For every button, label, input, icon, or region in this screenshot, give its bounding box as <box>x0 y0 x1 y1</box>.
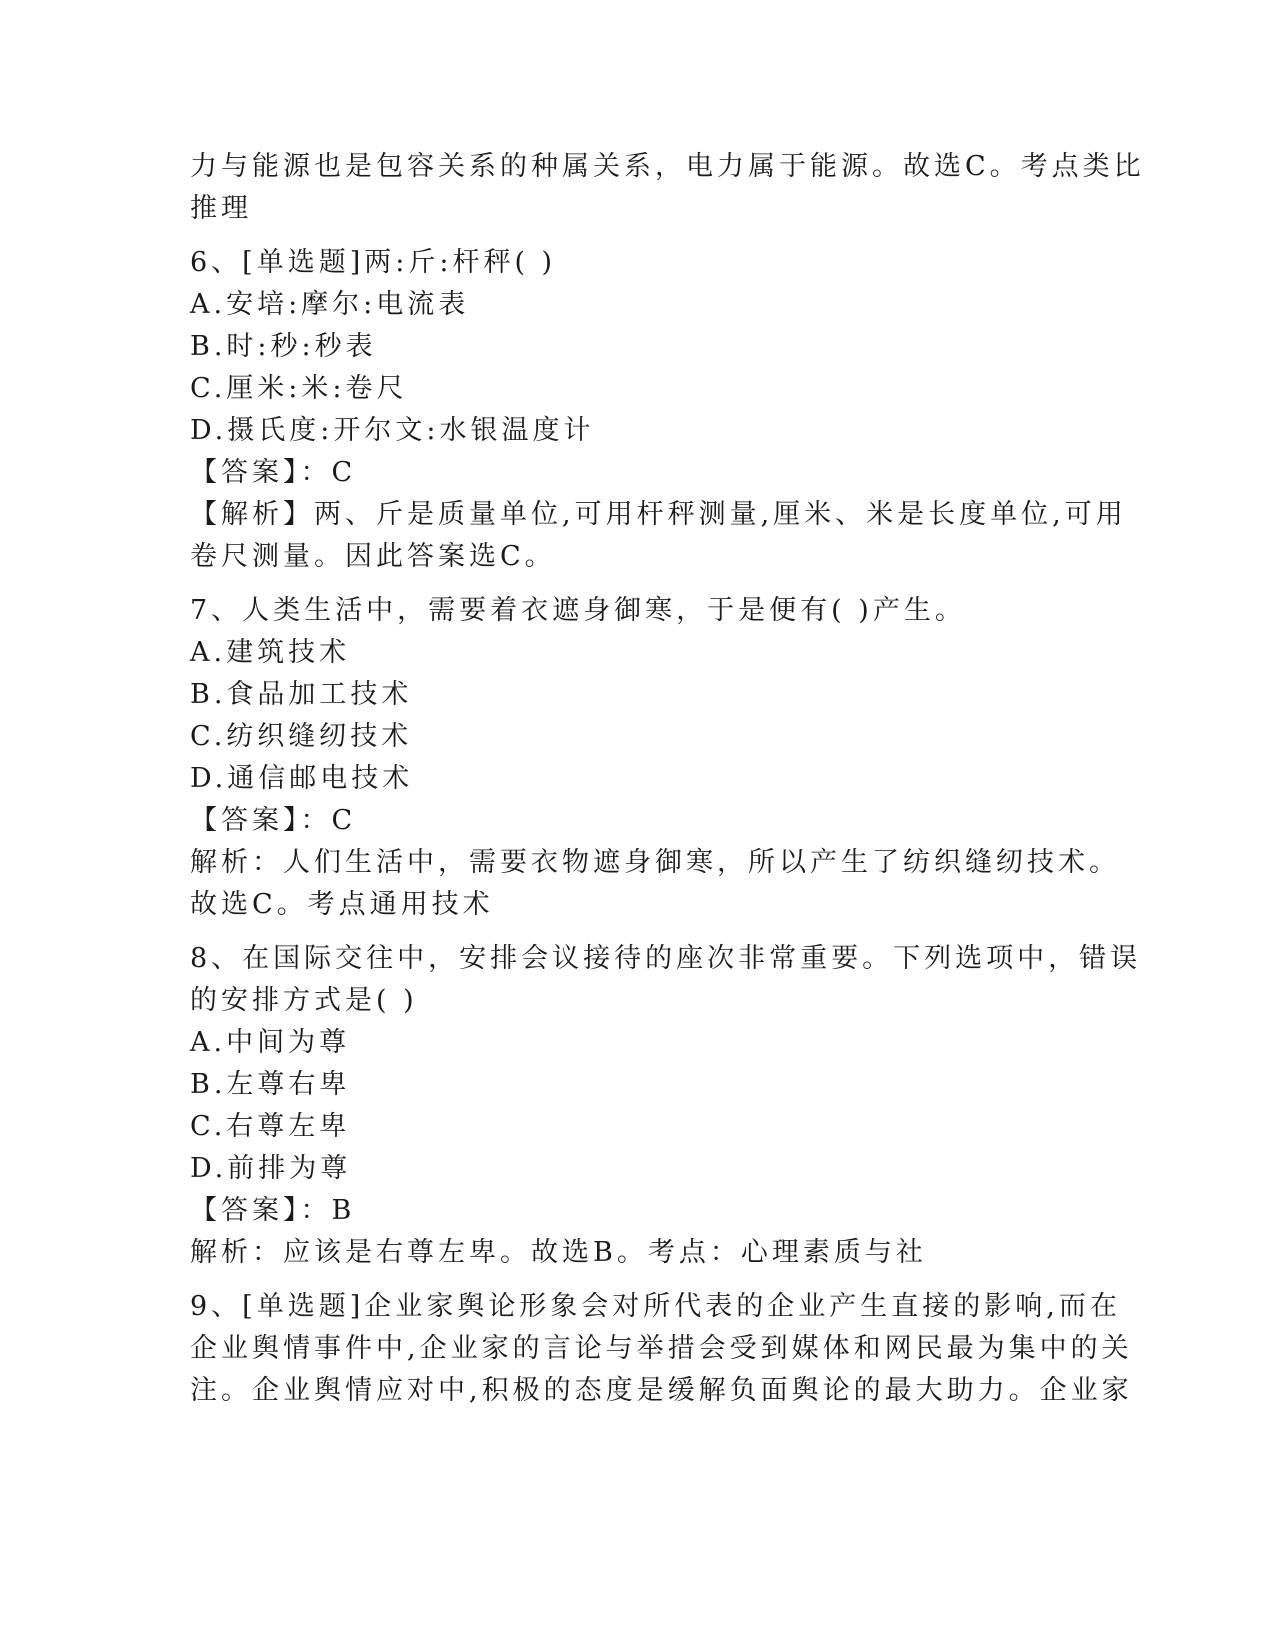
answer-line: 【答案】：C <box>190 457 357 488</box>
paragraph-gap <box>190 578 1090 590</box>
text-line: 力与能源也是包容关系的种属关系，电力属于能源。故选C。考点类比 <box>190 151 1145 182</box>
question-stem: 注。企业舆情应对中,积极的态度是缓解负面舆论的最大助力。企业家 <box>190 1375 1133 1406</box>
question-9 <box>190 1286 1133 1412</box>
answer-line: 【答案】：C <box>190 805 357 836</box>
explanation-line: 解析：人们生活中，需要衣物遮身御寒，所以产生了纺织缝纫技术。 <box>190 847 1120 878</box>
option-c: C.厘米:米:卷尺 <box>190 373 408 404</box>
answer-line: 【答案】：B <box>190 1195 356 1226</box>
option-b: B.食品加工技术 <box>190 679 413 710</box>
question-stem: 企业舆情事件中,企业家的言论与举措会受到媒体和网民最为集中的关 <box>190 1333 1133 1364</box>
continuation-block <box>190 146 1145 230</box>
explanation-line: 【解析】两、斤是质量单位,可用杆秤测量,厘米、米是长度单位,可用 <box>190 499 1127 530</box>
question-stem: 9、[单选题]企业家舆论形象会对所代表的企业产生直接的影响,而在 <box>190 1291 1121 1322</box>
explanation-line: 卷尺测量。因此答案选C。 <box>190 541 556 572</box>
paragraph-gap <box>190 230 1090 242</box>
explanation-line: 故选C。考点通用技术 <box>190 889 494 920</box>
question-stem: 7、人类生活中，需要着衣遮身御寒，于是便有( )产生。 <box>190 595 966 626</box>
document-page <box>190 146 1145 1412</box>
text-line: 推理 <box>190 193 252 224</box>
option-c: C.右尊左卑 <box>190 1111 351 1142</box>
option-b: B.左尊右卑 <box>190 1069 351 1100</box>
option-d: D.通信邮电技术 <box>190 763 414 794</box>
option-c: C.纺织缝纫技术 <box>190 721 413 752</box>
question-7 <box>190 590 1120 926</box>
option-a: A.安培:摩尔:电流表 <box>190 289 470 320</box>
option-a: A.中间为尊 <box>190 1027 351 1058</box>
paragraph-gap <box>190 926 1090 938</box>
option-a: A.建筑技术 <box>190 637 351 668</box>
question-stem: 的安排方式是( ) <box>190 985 418 1016</box>
question-8 <box>190 938 1142 1274</box>
option-d: D.前排为尊 <box>190 1153 352 1184</box>
paragraph-gap <box>190 1274 1090 1286</box>
question-stem: 8、在国际交往中，安排会议接待的座次非常重要。下列选项中，错误 <box>190 943 1142 974</box>
question-stem: 6、[单选题]两:斤:杆秤( ) <box>190 247 557 278</box>
question-6 <box>190 242 1127 578</box>
explanation-line: 解析：应该是右尊左卑。故选B。考点：心理素质与社 <box>190 1237 927 1268</box>
option-d: D.摄氏度:开尔文:水银温度计 <box>190 415 595 446</box>
option-b: B.时:秒:秒表 <box>190 331 377 362</box>
